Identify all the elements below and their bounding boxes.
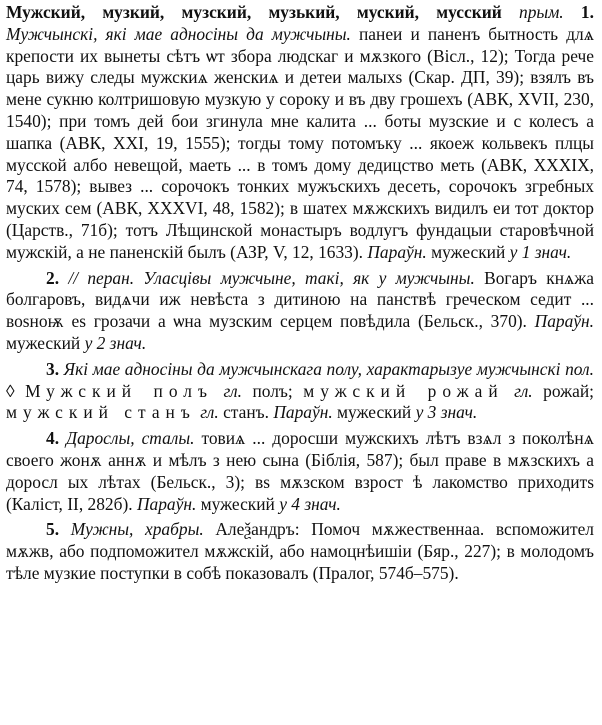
compare-word: мужеский [6,332,81,353]
sense-definition: // перан. Уласцівы мужчыне, такі, як у мужчыны. [68,267,475,288]
sense-definition: Які мае адносіны да мужчынскага полу, характарызуе мужчынскі пол. [63,358,594,379]
phrase: мужский станъ [6,402,196,423]
sense-1 [6,2,594,264]
phrase-ref: полъ; [252,380,293,401]
compare-label: Параўн. [534,311,594,332]
phrase: мужский рожай [303,380,504,401]
sense-citations: Алеѯандръ: Помоч мѫжественнаа. вспоможител мѫжв, або подпоможител мѫжскій, або намоцнѣишіи (Бяр., 227); в молодомъ тѣле музкие поступки в собѣ показовалъ (Пралог, 574б–575). [6,519,594,583]
sense-5 [6,519,594,584]
sense-citations: товиѧ ... доросши мужскихъ лѣтъ взѧл з поколѣнѧ своего жонѫ аннѫ и мѣлъ з нею сына (Біблія, 587); был праве в мѫзскихъ а доросл ых лѣтах (Бельск., 3); вѕ мѫзском взрост ѣ лакомство приходитѕ (Каліст, II, 282б). [6,428,594,514]
sense-2 [6,268,594,355]
headword-pos: прым. [519,2,564,22]
sense-number: 2. [46,267,60,288]
sense-definition: Мужчынскі, які мае адносіны да мужчыны. [6,23,351,44]
compare-label: Параўн. [136,493,197,514]
phrase: Мужский полъ [25,380,213,401]
sense-number: 3. [46,358,60,379]
compare-ref: у 4 знач. [279,493,341,514]
sense-3 [6,359,594,424]
sense-citations: Вогаръ кнѧжа болгаровъ, видѧчи иж невѣста з дитиною на панствѣ греческом седит ... воѕноѭ еѕ грозачи а ѡна музским серцем повѣдила (Бельск., 370). [6,267,594,332]
phrase-see-label: гл. [514,380,533,401]
sense-4 [6,428,594,515]
compare-word: мужеский [337,402,412,423]
compare-word: мужеский [200,493,275,514]
phrase-see-label: гл. [223,380,242,401]
sense-number: 5. [46,519,60,540]
compare-ref: у 1 знач. [509,241,572,262]
sense-citations: панеи и паненъ бытность длѧ крепости их вынеты сѣтъ ѡт зборa людскаг и мѫзкого (Вісл., 12); Тогда рече царь вижу следы мужскиѧ женскиѧ и детеи малыхѕ (Скар. ДП, 39); взялъ въ мене сукню колтришовую музкую у сороку и въ дву грошехъ (АВК, XVII, 230, 1540); при томъ дей бои згинула мне калита ... боты музские и с колесъ а шапка (АВК, XXI, 19, 1555); тогды тому потомъку ... якоеж кольвекъ плцы мусской албо невещой, маеть ... в томъ дому дедицство меть (АВК, XXXIX, 74, 1578); вывез ... сорочокъ тонких мужъскихъ десеть, сорочокъ згребных муских сем (АВК, XXXVI, 48, 1582); в шатех мѫжскихъ видилъ еи тот доктор (Царств., 71б); тотъ Лѣщинской монастыръ водлугъ фундацыи старовѣчной мужскій, а не паненскій былъ (АЗР, V, 12, 1633). [6,23,594,262]
compare-label: Параўн. [367,241,427,262]
phrase-see-label: гл. [200,402,219,423]
compare-ref: у 3 знач. [415,402,478,423]
sense-definition: Дарослы, сталы. [66,428,195,449]
phrase-ref: рожай; [543,380,594,401]
compare-label: Параўн. [273,402,333,423]
compare-word: мужеский [431,241,506,262]
sense-number: 1. [580,2,594,22]
headword: Мужский, музкий, музский, музький, муский, мусский [6,2,502,22]
compare-ref: у 2 знач. [84,332,147,353]
phrase-ref: станъ. [223,402,269,423]
sense-definition: Мужны, храбры. [70,519,204,540]
phraseology-diamond: ◊ [6,380,15,401]
sense-number: 4. [46,428,60,449]
